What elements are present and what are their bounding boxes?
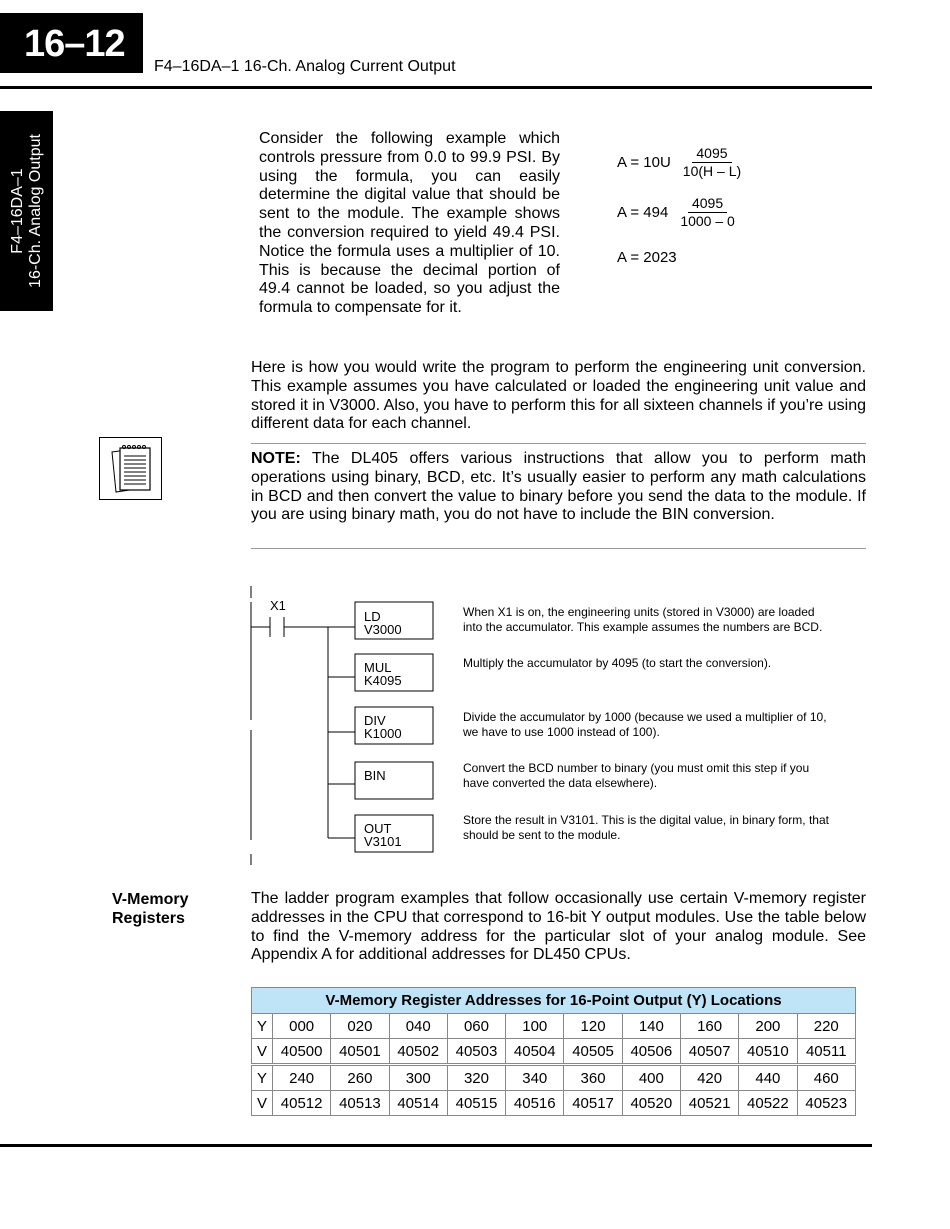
table-row bbox=[252, 1091, 856, 1116]
side-tab-line1: F4–16DA–1 bbox=[8, 168, 26, 254]
box-out-line2: V3101 bbox=[364, 834, 402, 849]
equation-2-denominator: 1000 – 0 bbox=[680, 213, 735, 229]
desc-out-line1: Store the result in V3101. This is the digital value, in binary form, that bbox=[463, 813, 829, 827]
table-cell: 40510 bbox=[739, 1039, 797, 1065]
table-cell: 40523 bbox=[797, 1091, 855, 1116]
table-cell: 40516 bbox=[506, 1091, 564, 1116]
notepad-icon bbox=[99, 437, 162, 500]
desc-bin bbox=[463, 761, 809, 791]
table-cell: 320 bbox=[447, 1065, 505, 1091]
equation-3-lhs: A = 2023 bbox=[617, 249, 677, 266]
table-cell: 40520 bbox=[622, 1091, 680, 1116]
box-ld-line2: V3000 bbox=[364, 622, 402, 637]
table-cell: 400 bbox=[622, 1065, 680, 1091]
table-cell: 40505 bbox=[564, 1039, 622, 1065]
desc-out-line2: should be sent to the module. bbox=[463, 828, 621, 842]
box-out-line1: OUT bbox=[364, 821, 392, 836]
table-body bbox=[252, 1014, 856, 1116]
table-cell: 420 bbox=[680, 1065, 738, 1091]
vmemory-table bbox=[251, 987, 856, 1116]
desc-div bbox=[463, 710, 827, 740]
intro-paragraph: Consider the following example which controls pressure from 0.0 to 99.9 PSI. By using the formula, you can easily determine the digital value that should be sent to the module. The example shows the conversion required to yield 49.4 PSI. Notice the formula uses a multiplier of 10. This is because the decimal portion of 49.4 cannot be loaded, so you adjust the formula to compensate for it. bbox=[259, 130, 560, 317]
table-row-label: V bbox=[252, 1091, 273, 1116]
equation-2-numerator: 4095 bbox=[688, 195, 727, 213]
desc-div-line1: Divide the accumulator by 1000 (because we used a multiplier of 10, bbox=[463, 710, 827, 724]
table-cell: 020 bbox=[331, 1014, 389, 1039]
desc-div-line2: we have to use 1000 instead of 100). bbox=[463, 725, 660, 739]
note-text: The DL405 offers various instructions that allow you to perform math operations using binary, BCD, etc. It’s usually easier to perform any math calculations in BCD and then convert the value to binary before you send the data to the module. If you are using binary math, you do not have to include the BIN conversion. bbox=[251, 450, 866, 524]
equation-1 bbox=[617, 145, 745, 180]
table-cell: 160 bbox=[680, 1014, 738, 1039]
bottom-rule bbox=[0, 1144, 872, 1147]
page-number: 16–12 bbox=[0, 13, 143, 73]
table-cell: 120 bbox=[564, 1014, 622, 1039]
contact-label: X1 bbox=[270, 598, 286, 613]
table-cell: 40513 bbox=[331, 1091, 389, 1116]
table-row bbox=[252, 1039, 856, 1065]
desc-mul-line1: Multiply the accumulator by 4095 (to start the conversion). bbox=[463, 656, 772, 670]
table-cell: 440 bbox=[739, 1065, 797, 1091]
box-bin-line1: BIN bbox=[364, 768, 386, 783]
box-mul-line1: MUL bbox=[364, 660, 392, 675]
desc-mul bbox=[463, 656, 771, 671]
table-cell: 40511 bbox=[797, 1039, 855, 1065]
table-cell: 40501 bbox=[331, 1039, 389, 1065]
box-mul bbox=[364, 661, 402, 687]
box-bin bbox=[364, 769, 386, 782]
table-cell: 000 bbox=[273, 1014, 331, 1039]
table-cell: 140 bbox=[622, 1014, 680, 1039]
vmemory-label-line2: Registers bbox=[112, 910, 185, 927]
note-rule-top bbox=[251, 443, 866, 444]
vmemory-section-label bbox=[112, 890, 188, 928]
table-cell: 40515 bbox=[447, 1091, 505, 1116]
table-cell: 240 bbox=[273, 1065, 331, 1091]
table-cell: 40503 bbox=[447, 1039, 505, 1065]
table-cell: 360 bbox=[564, 1065, 622, 1091]
equation-1-numerator: 4095 bbox=[692, 145, 731, 163]
header-title: F4–16DA–1 16-Ch. Analog Current Output bbox=[154, 58, 456, 75]
equation-2-lhs: A = 494 bbox=[617, 204, 669, 221]
table-cell: 40514 bbox=[389, 1091, 447, 1116]
program-paragraph: Here is how you would write the program to perform the engineering unit conversion. This example assumes you have calculated or loaded the engineering unit value and stored it in V3000. Also, you have to perform this for all sixteen channels if you’re using different data for each channel. bbox=[251, 359, 866, 433]
table-row-label: Y bbox=[252, 1065, 273, 1091]
table-row-label: Y bbox=[252, 1014, 273, 1039]
vmemory-label-line1: V-Memory bbox=[112, 891, 189, 908]
equation-2-fraction bbox=[676, 195, 739, 230]
table-cell: 40521 bbox=[680, 1091, 738, 1116]
table-cell: 40522 bbox=[739, 1091, 797, 1116]
table-cell: 40504 bbox=[506, 1039, 564, 1065]
box-div-line2: K1000 bbox=[364, 726, 402, 741]
box-div-line1: DIV bbox=[364, 713, 386, 728]
equation-1-fraction bbox=[679, 145, 745, 180]
desc-out bbox=[463, 813, 829, 843]
equation-1-lhs: A = 10U bbox=[617, 154, 671, 171]
side-tab-text bbox=[9, 134, 45, 288]
desc-ld-line2: into the accumulator. This example assumes the numbers are BCD. bbox=[463, 620, 823, 634]
table-cell: 040 bbox=[389, 1014, 447, 1039]
equation-1-denominator: 10(H – L) bbox=[682, 163, 742, 179]
desc-ld-line1: When X1 is on, the engineering units (stored in V3000) are loaded bbox=[463, 605, 815, 619]
table-row bbox=[252, 1065, 856, 1091]
table-row bbox=[252, 1014, 856, 1039]
table-cell: 220 bbox=[797, 1014, 855, 1039]
box-ld-line1: LD bbox=[364, 609, 381, 624]
ladder-diagram bbox=[240, 580, 860, 870]
box-mul-line2: K4095 bbox=[364, 673, 402, 688]
table-cell: 40502 bbox=[389, 1039, 447, 1065]
side-tab-line2: 16-Ch. Analog Output bbox=[26, 134, 44, 288]
table-cell: 40512 bbox=[273, 1091, 331, 1116]
table-cell: 100 bbox=[506, 1014, 564, 1039]
table-cell: 40507 bbox=[680, 1039, 738, 1065]
box-div bbox=[364, 714, 402, 740]
table-cell: 060 bbox=[447, 1014, 505, 1039]
note-label: NOTE: bbox=[251, 450, 301, 467]
table-row-label: V bbox=[252, 1039, 273, 1065]
note-rule-bottom bbox=[251, 548, 866, 549]
desc-ld bbox=[463, 605, 822, 635]
table-cell: 300 bbox=[389, 1065, 447, 1091]
desc-bin-line1: Convert the BCD number to binary (you must omit this step if you bbox=[463, 761, 810, 775]
table-cell: 200 bbox=[739, 1014, 797, 1039]
table-cell: 40517 bbox=[564, 1091, 622, 1116]
equation-2 bbox=[617, 195, 739, 230]
table-cell: 40506 bbox=[622, 1039, 680, 1065]
side-tab bbox=[0, 111, 53, 311]
box-out bbox=[364, 822, 402, 848]
table-title: V-Memory Register Addresses for 16-Point Output (Y) Locations bbox=[252, 988, 856, 1014]
equation-3 bbox=[617, 249, 677, 266]
desc-bin-line2: have converted the data elsewhere). bbox=[463, 776, 658, 790]
top-rule bbox=[0, 86, 872, 89]
table-cell: 460 bbox=[797, 1065, 855, 1091]
table-cell: 260 bbox=[331, 1065, 389, 1091]
table-cell: 340 bbox=[506, 1065, 564, 1091]
table-cell: 40500 bbox=[273, 1039, 331, 1065]
box-ld bbox=[364, 610, 402, 636]
vmemory-paragraph: The ladder program examples that follow occasionally use certain V-memory register addresses in the CPU that correspond to 16-bit Y output modules. Use the table below to find the V-memory address for the particular slot of your analog module. See Appendix A for additional addresses for DL450 CPUs. bbox=[251, 890, 866, 964]
note-block bbox=[251, 450, 866, 525]
